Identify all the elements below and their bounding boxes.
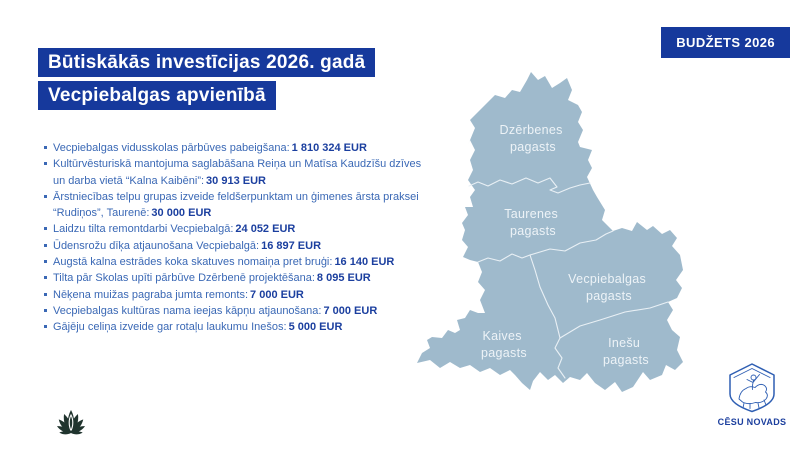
map-region-label-inesu: Inešu pagasts — [603, 336, 649, 367]
map-region-label-kaives: Kaives pagasts — [481, 329, 527, 360]
page-title-line1: Būtiskākās investīcijas 2026. gadā — [38, 48, 375, 77]
square-bullet-icon — [44, 276, 47, 279]
investment-amount: 16 140 EUR — [334, 256, 395, 269]
investment-amount: 5 000 EUR — [288, 321, 343, 334]
list-item — [44, 287, 426, 303]
list-item — [44, 140, 426, 156]
map-region-label-taurenes: Taurenes pagasts — [504, 207, 559, 238]
list-item — [44, 254, 426, 270]
investment-text: Augstā kalna estrādes koka skatuves nomaiņa pret bruģi: — [53, 256, 333, 269]
square-bullet-icon — [44, 325, 47, 328]
square-bullet-icon — [44, 244, 47, 247]
list-item — [44, 156, 426, 189]
square-bullet-icon — [44, 162, 47, 165]
investment-amount: 7 000 EUR — [250, 288, 304, 301]
page-title-line2: Vecpiebalgas apvienībā — [38, 81, 276, 110]
square-bullet-icon — [44, 227, 47, 230]
square-bullet-icon — [44, 293, 47, 296]
list-item — [44, 221, 426, 237]
parish-map — [400, 50, 740, 410]
square-bullet-icon — [44, 146, 47, 149]
water-lily-icon — [44, 389, 98, 437]
square-bullet-icon — [44, 260, 47, 263]
investment-amount: 24 052 EUR — [235, 223, 296, 236]
investment-amount: 8 095 EUR — [316, 272, 371, 285]
investment-text: Vecpiebalgas vidusskolas pārbūves pabeigšana: — [53, 142, 290, 154]
investment-amount: 1 810 324 EUR — [291, 142, 367, 154]
investment-text: Gājēju celiņa izveide gar rotaļu laukumu Inešos: — [53, 321, 287, 334]
list-item — [44, 238, 426, 254]
investment-list — [44, 140, 426, 336]
square-bullet-icon — [44, 195, 47, 198]
investment-amount: 30 913 EUR — [206, 174, 266, 187]
investment-text: Ārstniecības telpu grupas izveide feldšerpunktam un ģimenes ārsta praksei “Rudiņos”, Taurenē: — [53, 190, 419, 220]
list-item — [44, 189, 426, 222]
budget-year-badge: BUDŽETS 2026 — [661, 27, 790, 58]
map-region-label-dzerbenes: Dzērbenes pagasts — [499, 123, 563, 154]
investment-text: Laidzu tilta remontdarbi Vecpiebalgā: — [53, 223, 234, 236]
list-item — [44, 270, 426, 286]
cesis-coat-of-arms-icon — [726, 361, 778, 413]
investment-text: Kultūrvēsturiskā mantojuma saglabāšana Reiņa un Matīsa Kaudzīšu dzīves un darba vietā “Kalna Kaibēni”: — [53, 158, 422, 187]
investment-text: Tilta pār Skolas upīti pārbūve Dzērbenē projektēšana: — [53, 272, 315, 285]
investment-text: Vecpiebalgas kultūras nama ieejas kāpņu atjaunošana: — [53, 304, 322, 317]
square-bullet-icon — [44, 309, 47, 312]
investment-amount: 7 000 EUR — [323, 304, 378, 317]
list-item — [44, 319, 426, 335]
investment-amount: 30 000 EUR — [151, 207, 212, 220]
municipality-name: CĒSU NOVADS — [717, 417, 787, 427]
list-item — [44, 303, 426, 319]
investment-text: Nēķena muižas pagraba jumta remonts: — [53, 288, 249, 301]
investment-amount: 16 897 EUR — [261, 239, 322, 252]
investment-text: Ūdensrožu dīķa atjaunošana Vecpiebalgā: — [53, 239, 260, 252]
map-region-label-vecpiebalgas: Vecpiebalgas pagasts — [568, 272, 647, 303]
